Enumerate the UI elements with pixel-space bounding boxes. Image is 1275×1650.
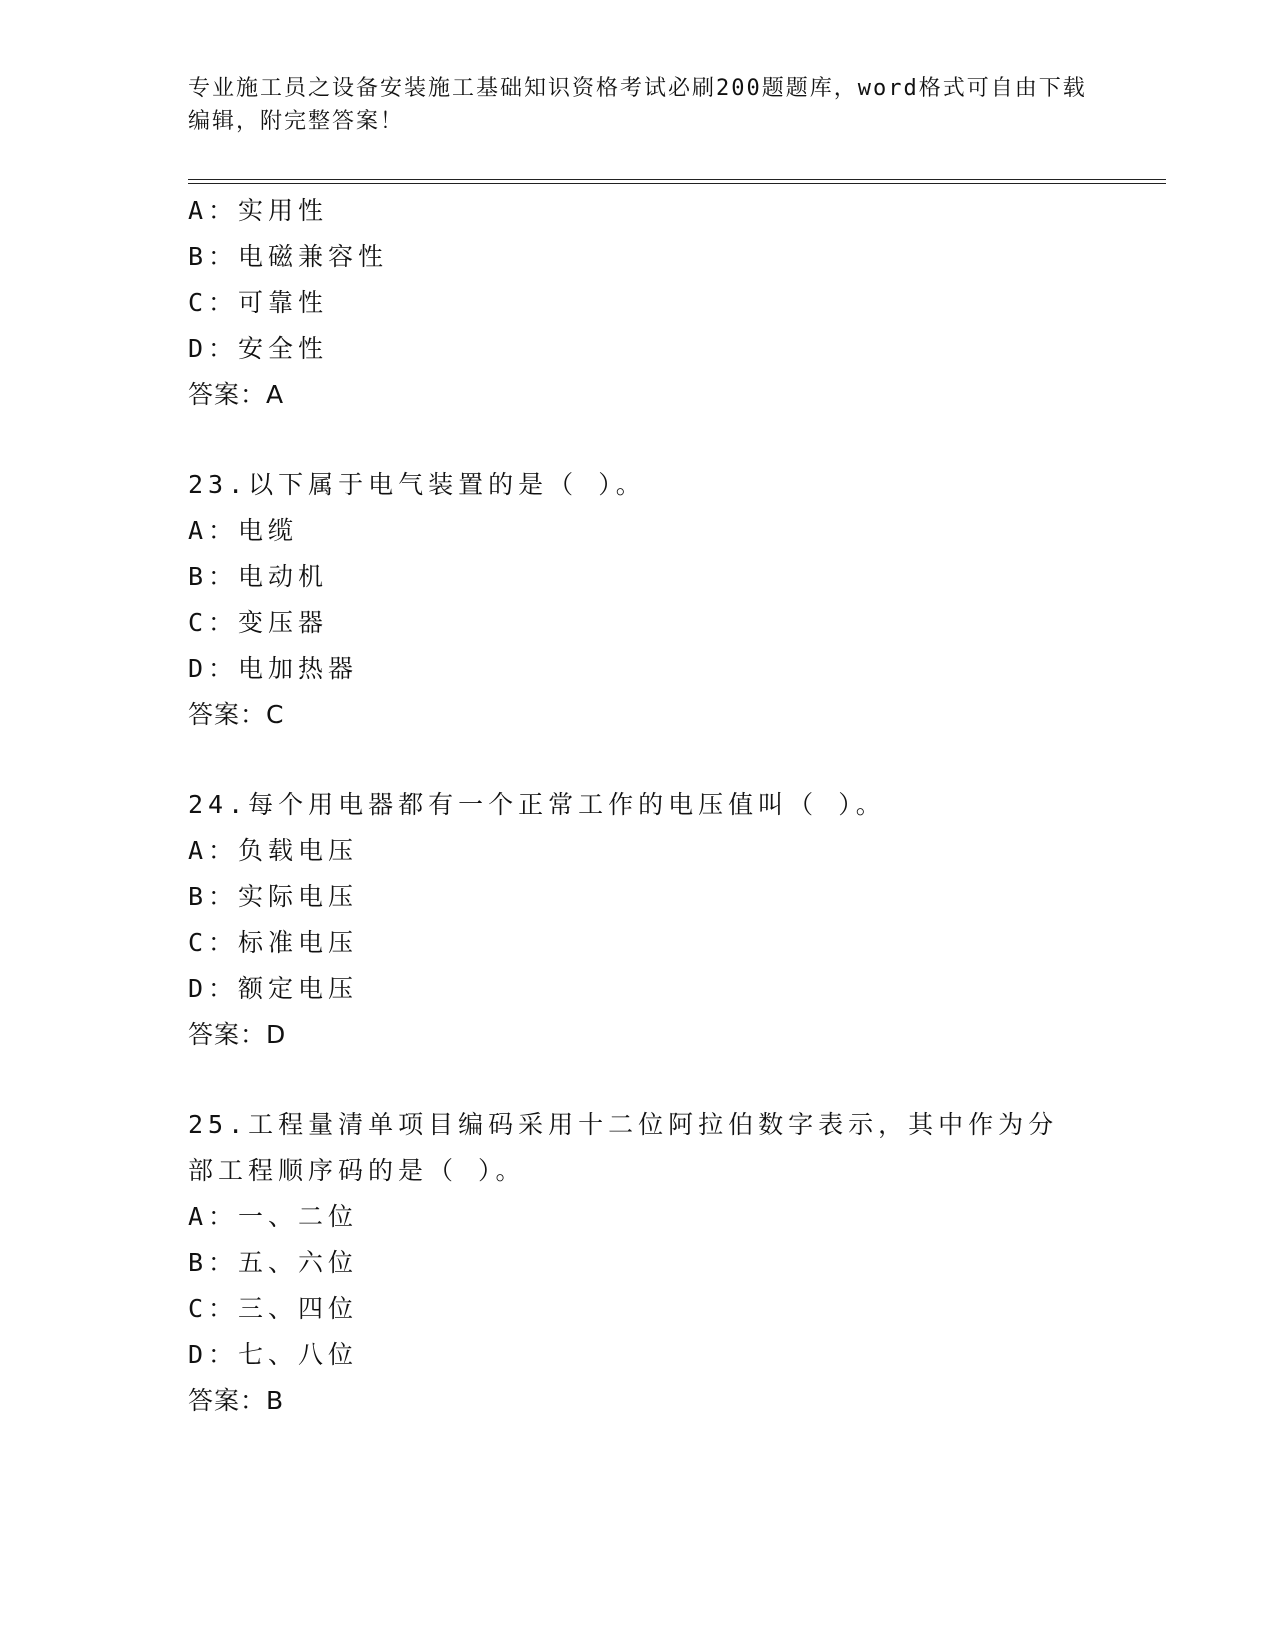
option-a: A：一、二位 (188, 1202, 359, 1231)
question-carryover (188, 188, 1088, 418)
option-c: C：变压器 (188, 608, 329, 637)
question-23 (188, 462, 1088, 738)
answer-line: 答案：B (188, 1386, 285, 1415)
option-d: D：额定电压 (188, 974, 359, 1003)
option-a: A：电缆 (188, 516, 299, 545)
document-header: 专业施工员之设备安装施工基础知识资格考试必刷200题题库，word格式可自由下载编辑，附完整答案！ (188, 76, 1087, 134)
header-divider (188, 179, 1166, 184)
option-d: D：安全性 (188, 334, 329, 363)
question-stem: 23.以下属于电气装置的是（ ）。 (188, 470, 646, 499)
option-b: B：实际电压 (188, 882, 359, 911)
answer-line: 答案：A (188, 380, 285, 409)
answer-line: 答案：D (188, 1020, 287, 1049)
option-d: D：七、八位 (188, 1340, 359, 1369)
question-list (188, 188, 1088, 1424)
option-d: D：电加热器 (188, 654, 359, 683)
question-stem: 25.工程量清单项目编码采用十二位阿拉伯数字表示，其中作为分部工程顺序码的是（ ）。 (188, 1110, 1059, 1185)
option-a: A：负载电压 (188, 836, 359, 865)
question-24 (188, 782, 1088, 1058)
question-25 (188, 1102, 1088, 1424)
option-b: B：五、六位 (188, 1248, 359, 1277)
option-b: B：电磁兼容性 (188, 242, 389, 271)
option-c: C：可靠性 (188, 288, 329, 317)
option-b: B：电动机 (188, 562, 329, 591)
option-a: A：实用性 (188, 196, 329, 225)
answer-line: 答案：C (188, 700, 285, 729)
option-c: C：三、四位 (188, 1294, 359, 1323)
question-stem: 24.每个用电器都有一个正常工作的电压值叫（ ）。 (188, 790, 886, 819)
option-c: C：标准电压 (188, 928, 359, 957)
